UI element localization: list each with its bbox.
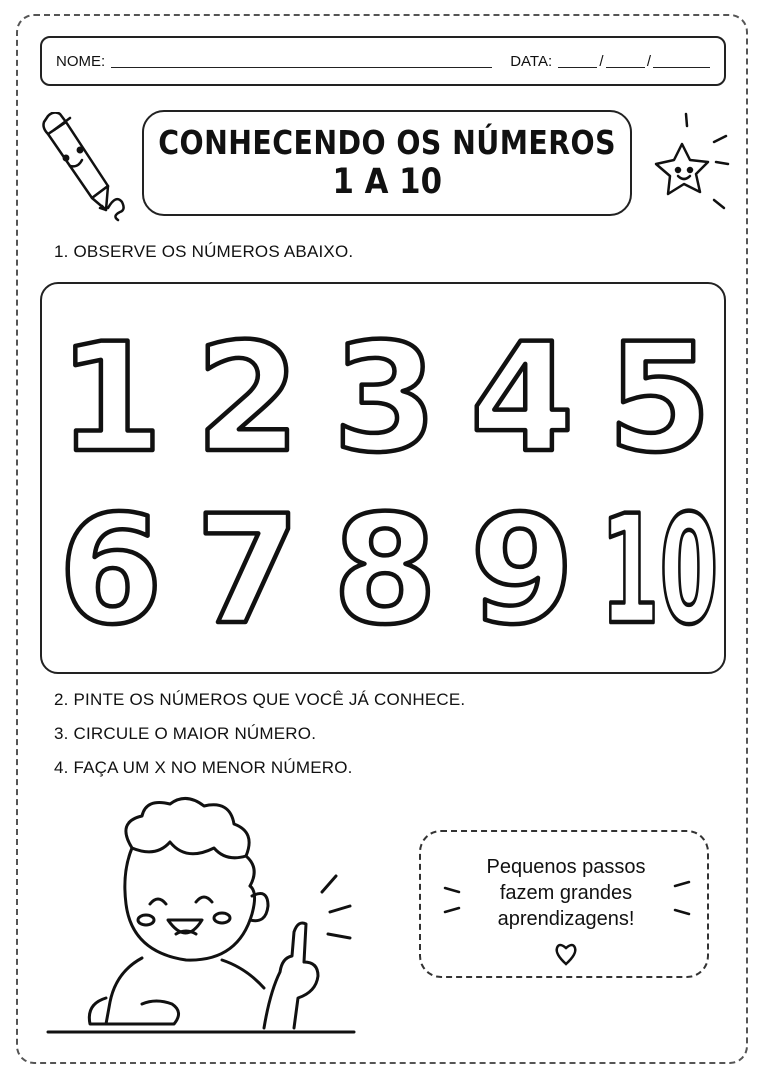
numbers-panel xyxy=(40,282,726,674)
number-7[interactable]: 7 xyxy=(195,484,300,658)
date-month-field[interactable] xyxy=(606,54,645,68)
heart-icon xyxy=(557,945,576,964)
number-8[interactable]: 8 xyxy=(332,484,438,658)
motivation-line-2: fazem grandes xyxy=(499,882,633,904)
number-6[interactable]: 6 xyxy=(58,484,163,658)
date-day-field[interactable] xyxy=(558,54,597,68)
number-4[interactable]: 4 xyxy=(470,312,575,486)
instruction-4: 4. FAÇA UM X NO MENOR NÚMERO. xyxy=(54,758,353,777)
number-2[interactable]: 2 xyxy=(195,312,300,486)
spark-line-icon xyxy=(675,910,689,914)
spark-line-icon xyxy=(445,888,459,892)
pencil-mascot-icon xyxy=(40,112,136,222)
name-date-bar xyxy=(40,36,726,86)
title-box xyxy=(142,110,632,216)
number-10[interactable]: 10 xyxy=(600,484,719,658)
boy-pointing-illustration xyxy=(46,792,366,1038)
instruction-3: 3. CIRCULE O MAIOR NÚMERO. xyxy=(54,724,317,743)
motivation-decor xyxy=(421,832,711,980)
spark-line-icon xyxy=(675,882,689,886)
number-3[interactable]: 3 xyxy=(332,312,438,486)
motivation-line-3: aprendizagens! xyxy=(497,908,635,930)
date-separator: / xyxy=(646,52,652,70)
motivation-card xyxy=(419,830,709,978)
name-field[interactable] xyxy=(111,54,492,68)
date-year-field[interactable] xyxy=(653,54,710,68)
instruction-2: 2. PINTE OS NÚMEROS QUE VOCÊ JÁ CONHECE. xyxy=(54,690,466,709)
spark-line-icon xyxy=(445,908,459,912)
instruction-1: 1. OBSERVE OS NÚMEROS ABAIXO. xyxy=(54,242,354,261)
motivation-line-1: Pequenos passos xyxy=(486,856,646,878)
date-separator: / xyxy=(599,52,604,70)
smiling-star-icon xyxy=(640,108,736,218)
date-label: DATA: xyxy=(510,52,553,70)
number-5[interactable]: 5 xyxy=(607,312,712,486)
page-title: CONHECENDO OS NÚMEROS xyxy=(158,122,616,162)
name-label: NOME: xyxy=(56,52,106,70)
page-subtitle: 1 A 10 xyxy=(332,161,442,202)
number-9[interactable]: 9 xyxy=(470,484,575,658)
number-1[interactable]: 1 xyxy=(58,312,163,486)
numbers-drawing xyxy=(42,284,728,676)
